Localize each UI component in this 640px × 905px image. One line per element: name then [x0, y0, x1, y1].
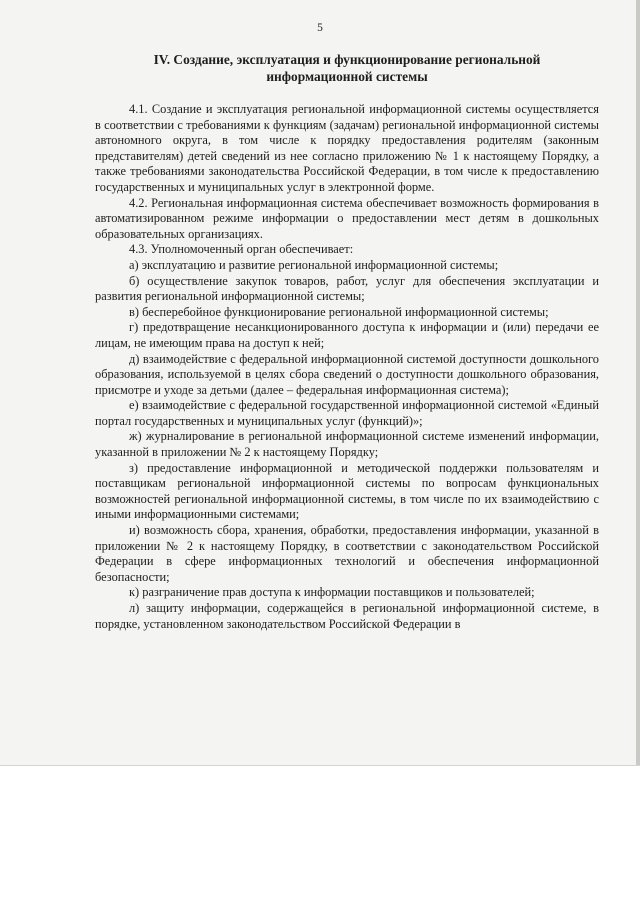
list-item-e: е) взаимодействие с федеральной государственной информационной системой «Единый портал государственных и муниципальных услуг (функций)»;	[95, 398, 599, 428]
list-item-g: г) предотвращение несанкционированного доступа к информации и (или) передачи ее лицам, не имеющим права на доступ к ней;	[95, 320, 599, 350]
list-item-d: д) взаимодействие с федеральной информационной системой доступности дошкольного образования, используемой в целях сбора сведений о доступности дошкольного образования, присмотре и уходе за детьми (далее – федеральная информационная система);	[95, 351, 599, 397]
list-item-k: к) разграничение прав доступа к информации поставщиков и пользователей;	[129, 585, 535, 600]
paragraph-4-2: 4.2. Региональная информационная система обеспечивает возможность формирования в автоматизированном режиме информации о предоставлении мест детям в дошкольных образовательных организациях.	[95, 195, 599, 241]
list-item-a: а) эксплуатацию и развитие региональной информационной системы;	[129, 257, 499, 272]
paragraph-4-3: 4.3. Уполномоченный орган обеспечивает:	[129, 242, 354, 257]
list-item-l: л) защиту информации, содержащейся в региональной информационной системе, в порядке, установленном законодательством Российской Федерации в	[95, 601, 599, 631]
list-item-zh: ж) журналирование в региональной информационной системе изменений информации, указанной в приложении № 2 к настоящему Порядку;	[95, 429, 599, 460]
scan-edge-shadow	[636, 0, 640, 765]
list-item-z: з) предоставление информационной и методической поддержки пользователям и поставщикам региональной информационной системы по вопросам функциональных возможностей региональной информационной системы, в том числе по их взаимодействию с иными информационными системами;	[95, 460, 599, 522]
section-title: IV. Создание, эксплуатация и функционирование региональной информационной системы	[153, 52, 541, 84]
document-body	[95, 102, 599, 632]
list-item-i: и) возможность сбора, хранения, обработки, предоставления информации, указанной в приложении № 2 к настоящему Порядку, в соответствии с законодательством Российской Федерации в сфере информационных технологий и обеспечения информационной безопасности;	[95, 523, 599, 584]
paragraph-4-1: 4.1. Создание и эксплуатация региональной информационной системы осуществляется в соответствии с требованиями к функциям (задачам) региональной информационной системы автономного округа, в том числе к порядку предоставления родителям (законным представителям) детей сведений из нее согласно приложению № 1 к настоящему Порядку, а также требованиями законодательства Российской Федерации, в том числе к предоставлению государственных и муниципальных услуг в электронной форме.	[95, 102, 599, 194]
page-number: 5	[317, 22, 323, 34]
list-item-b: б) осуществление закупок товаров, работ, услуг для обеспечения эксплуатации и развития региональной информационной системы;	[95, 273, 599, 304]
list-item-v: в) бесперебойное функционирование региональной информационной системы;	[129, 304, 549, 319]
